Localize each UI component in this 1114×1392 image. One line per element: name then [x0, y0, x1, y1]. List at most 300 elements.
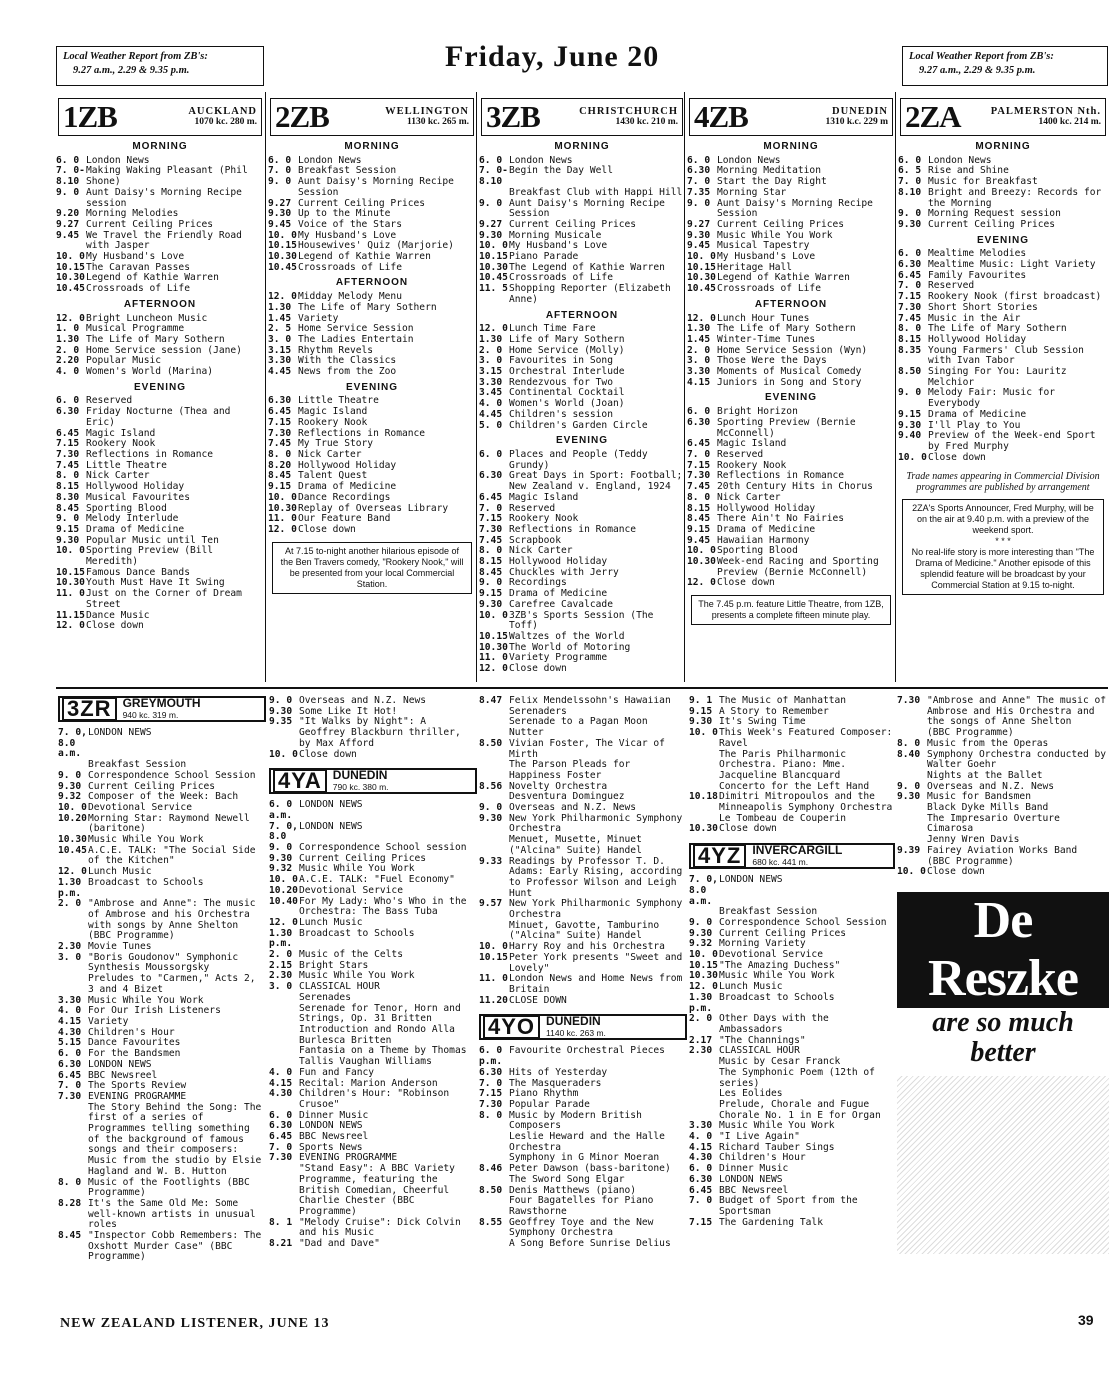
- program-title: Melody Interlude: [86, 513, 179, 525]
- program-title: Music by Cesar Franck: [719, 1056, 841, 1068]
- column-divider: [265, 92, 266, 682]
- program-title: Richard Tauber Sings: [719, 1141, 835, 1153]
- program-title: Music While You Work: [299, 863, 415, 875]
- program-time: 9.30: [898, 419, 922, 431]
- program-time: 9. 0: [268, 176, 292, 188]
- program-time: 3. 0: [687, 355, 711, 367]
- program-time: 9. 0: [58, 769, 82, 781]
- program-time: 9. 1: [689, 696, 713, 706]
- program-time: 9.39: [897, 844, 921, 856]
- program-item: [479, 1196, 687, 1217]
- program-title: Close down: [927, 866, 985, 878]
- ad-brand-logo: De Reszke: [897, 892, 1109, 1008]
- program-item: [56, 589, 264, 610]
- program-item: [268, 418, 476, 429]
- station-header: [689, 843, 895, 869]
- program-item: [687, 284, 895, 295]
- program-time: 9.40: [898, 430, 922, 442]
- program-title: Serenades: [299, 991, 351, 1003]
- program-title: Current Ceiling Prices: [717, 218, 845, 230]
- program-title: LONDON NEWS: [719, 1173, 783, 1185]
- program-title: Musical Tapestry: [717, 240, 810, 252]
- program-time: 9.30: [58, 780, 82, 792]
- program-time: 2. 0: [56, 344, 80, 356]
- program-time: 9.30: [479, 598, 503, 610]
- program-time: 6. 0: [58, 1048, 82, 1060]
- program-title: The Sword Song Elgar: [509, 1173, 625, 1185]
- program-item: [269, 1164, 477, 1218]
- program-time: 7.35: [687, 186, 711, 198]
- program-item: [269, 1068, 477, 1079]
- program-time: 9.45: [56, 229, 80, 241]
- program-time: 1.30 p.m.: [58, 876, 82, 899]
- program-title: LONDON NEWS: [299, 799, 363, 811]
- program-title: The Impresario Overture Cimarosa: [927, 812, 1060, 835]
- program-item: [479, 421, 685, 432]
- station-header: [58, 696, 266, 722]
- program-item: [687, 199, 895, 220]
- program-item: [897, 846, 1109, 857]
- program-time: 1.30 p.m.: [269, 927, 293, 950]
- program-title: Lunch Hour Tunes: [717, 312, 810, 324]
- program-time: 8.15: [56, 481, 80, 493]
- program-title: Rendezvous for Two: [509, 376, 613, 388]
- program-time: 7.30: [897, 696, 921, 706]
- program-item: [269, 822, 477, 843]
- program-item: [479, 760, 687, 781]
- program-title: Movie Tunes: [88, 941, 152, 953]
- program-title: Lunch Music: [88, 866, 152, 878]
- program-title: Desventura Dominguez: [509, 791, 625, 803]
- program-title: Legend of Kathie Warren: [717, 272, 850, 284]
- program-time: 8.15: [687, 502, 711, 514]
- program-title: BBC Newsreel: [299, 1131, 369, 1143]
- program-item: [479, 166, 685, 187]
- program-item: [689, 1014, 895, 1035]
- program-title: Reserved: [86, 395, 133, 407]
- program-title: The Sports Review: [88, 1080, 187, 1092]
- program-time: 10. 0: [897, 866, 926, 878]
- program-time: 6. 0: [898, 154, 922, 166]
- program-time: 7.45: [687, 481, 711, 493]
- program-title: Sporting Preview (Bernie McConnell): [717, 416, 856, 439]
- program-time: 12. 0: [479, 323, 508, 335]
- station-header: [270, 98, 474, 136]
- program-time: 12. 0: [56, 312, 85, 324]
- station-city: DUNEDIN: [332, 768, 388, 783]
- program-title: Voice of the Stars: [298, 218, 402, 230]
- program-title: Jenny Wren Davis: [927, 834, 1020, 846]
- program-title: Home Service session (Jane): [86, 344, 242, 356]
- station-call-sign: 2ZA: [905, 99, 961, 134]
- program-time: 10. 0: [58, 801, 87, 813]
- program-title: Housewives' Quiz (Marjorie): [298, 240, 454, 252]
- program-item: [689, 993, 895, 1014]
- program-time: 6.45: [479, 491, 503, 503]
- program-item: [56, 546, 264, 567]
- program-item: [689, 728, 895, 749]
- program-title: Rookery Nook: [298, 416, 368, 428]
- program-title: Shopping Reporter (Elizabeth Anne): [509, 283, 671, 305]
- program-title: Children's Garden Circle: [509, 419, 648, 431]
- program-item: [58, 814, 266, 835]
- program-title: Current Ceiling Prices: [86, 218, 214, 230]
- program-title: My True Story: [298, 438, 374, 450]
- program-title: Prelude, Chorale and Fugue: [719, 1098, 870, 1110]
- station-frequency: 940 kc. 319 m.: [122, 710, 179, 720]
- program-item: [56, 231, 264, 252]
- program-title: Close down: [717, 577, 775, 589]
- program-title: Hollywood Holiday: [509, 556, 608, 568]
- program-item: [687, 557, 895, 578]
- program-item: [479, 953, 687, 974]
- program-item: [898, 346, 1108, 367]
- program-title: Devotional Service: [719, 949, 823, 961]
- program-item: [687, 188, 895, 199]
- program-time: 10.20: [269, 884, 298, 896]
- program-time: 8.45: [479, 566, 503, 578]
- program-title: Magic Island: [86, 427, 156, 439]
- program-title: Vivian Foster, The Vicar of Mirth: [509, 737, 665, 760]
- section-heading-evening: EVENING: [555, 435, 608, 447]
- program-time: 9.30: [479, 229, 503, 241]
- program-time: 8.40: [897, 748, 921, 760]
- program-time: 10.40: [269, 895, 298, 907]
- program-title: Orchestral Interlude: [509, 366, 625, 378]
- program-time: 8.35: [898, 344, 922, 356]
- program-time: 9.32: [58, 791, 82, 803]
- station-header: [269, 768, 477, 794]
- station-city: DUNEDIN: [546, 1014, 601, 1029]
- program-item: [898, 410, 1108, 421]
- program-title: LONDON NEWS: [88, 1058, 152, 1070]
- program-time: 8.45: [56, 502, 80, 514]
- program-time: 6.30: [689, 1173, 713, 1185]
- program-time: 6. 0: [687, 406, 711, 418]
- program-title: EVENING PROGRAMME: [88, 1090, 187, 1102]
- program-time: 7.15: [268, 416, 292, 428]
- program-time: 10. 0: [687, 545, 716, 557]
- program-title: We Travel the Friendly Road with Jasper: [86, 229, 242, 252]
- program-item: [268, 177, 476, 198]
- program-item: [269, 1089, 477, 1110]
- program-title: Lunch Time Fare: [509, 323, 596, 335]
- program-time: 7. 0: [479, 1077, 503, 1089]
- program-item: [269, 717, 477, 749]
- program-title: London News: [928, 154, 992, 166]
- program-title: Children's session: [509, 408, 613, 420]
- program-title: "Stand Easy": A BBC Variety Programme, featuring the British Comedian, Cheerful Charlie Chester (BBC Programme): [299, 1163, 455, 1217]
- program-title: Continental Cocktail: [509, 387, 625, 399]
- program-title: Hits of Yesterday: [509, 1066, 608, 1078]
- program-title: LONDON NEWS: [88, 727, 152, 738]
- program-title: This Week's Featured Composer: Ravel: [719, 727, 893, 749]
- program-title: Music in the Air: [928, 312, 1021, 324]
- station-meta: [188, 106, 257, 128]
- station-meta: [333, 769, 389, 793]
- station-column: [689, 696, 895, 1310]
- program-title: Rookery Nook: [86, 438, 156, 450]
- program-time: 10. 0: [479, 240, 508, 252]
- program-title: Music While You Work: [299, 970, 415, 982]
- program-item: [58, 1060, 266, 1071]
- program-time: 6.30: [56, 406, 80, 418]
- program-time: 6. 0: [56, 154, 80, 166]
- program-title: Peter York presents "Sweet and Lovely": [509, 951, 683, 974]
- program-time: 9.15: [898, 408, 922, 420]
- program-title: "Ambrose and Anne" The music of Ambrose and His Orchestra and the songs of Anne Shelton: [927, 696, 1107, 728]
- program-title: The Life of Mary Sothern: [717, 323, 856, 335]
- program-title: Bright and Breezy: Records for the Morning: [928, 186, 1102, 209]
- station-column: [269, 696, 477, 1310]
- program-title: A Song Before Sunrise Delius: [509, 1238, 671, 1250]
- program-time: [479, 717, 509, 738]
- program-time: 8. 0: [897, 737, 921, 749]
- program-time: 9. 0: [689, 916, 713, 928]
- station-column: [479, 98, 685, 682]
- program-title: Leslie Heward and the Halle Orchestra: [509, 1131, 665, 1153]
- program-time: 1.45: [268, 312, 292, 324]
- program-time: 10.30: [689, 970, 718, 982]
- program-time: 11. 0: [479, 973, 508, 985]
- station-freq: 1310 k.c.: [825, 117, 862, 127]
- program-title: Aunt Daisy's Morning Recipe session: [86, 186, 242, 209]
- weather-line: Local Weather Report from ZB's:: [63, 51, 208, 62]
- section-heading-morning: MORNING: [554, 141, 610, 152]
- program-title: Our Feature Band: [298, 513, 391, 525]
- station-wavelength: 229 m: [863, 117, 888, 127]
- station-wavelength: 280 m.: [230, 117, 257, 127]
- program-title: The Story Behind the Song: The first of a series of Programmes telling something of the background of famous songs and their composers: Music from the studio by Elsie Hagland and W. B. Hutton: [88, 1101, 262, 1177]
- program-title: Recital: Marion Anderson: [299, 1077, 438, 1089]
- program-title: CLASSICAL HOUR: [299, 981, 380, 993]
- program-time: 11. 5: [479, 283, 508, 295]
- program-time: 8. 0: [687, 491, 711, 503]
- program-title: Le Tombeau de Couperin: [719, 812, 847, 824]
- program-item: [479, 1111, 687, 1132]
- station-city: INVERCARGILL: [752, 843, 843, 858]
- program-title: Bright Luncheon Music: [86, 312, 208, 324]
- program-title: A.C.E. TALK: "The Social Side of the Kitchen": [88, 844, 256, 867]
- program-title: Favourite Orchestral Pieces: [509, 1045, 665, 1057]
- program-title: Sporting Preview (Bill Meredith): [86, 545, 214, 568]
- program-item: [479, 814, 687, 835]
- program-item: [268, 263, 476, 274]
- program-time: 10. 0: [479, 941, 508, 953]
- ad-slogan: better: [970, 1036, 1036, 1068]
- station-column: [687, 98, 895, 682]
- program-time: 4.15: [269, 1077, 293, 1089]
- weather-line: Local Weather Report from ZB's:: [909, 51, 1054, 62]
- program-title: Nick Carter: [509, 545, 573, 557]
- program-title: Music by Modern British Composers: [509, 1109, 642, 1132]
- program-time: 9.27: [687, 218, 711, 230]
- program-item: [56, 367, 264, 378]
- program-title: Budget of Sport from the Sportsman: [719, 1195, 858, 1217]
- program-title: For My Lady: Who's Who in the Orchestra: The Bass Tuba: [299, 895, 467, 918]
- program-title: Nick Carter: [86, 470, 150, 482]
- program-time: 7. 0: [687, 176, 711, 188]
- program-time: 9. 0: [479, 802, 503, 814]
- program-title: Reflections in Romance: [298, 427, 426, 439]
- program-item: [479, 600, 685, 611]
- station-call-sign: 4ZB: [694, 99, 748, 134]
- program-time: 10.30: [268, 502, 297, 514]
- program-title: Chuckles with Jerry: [509, 566, 619, 578]
- station-call-sign: 1ZB: [63, 99, 117, 134]
- station-call-sign: 3ZR: [62, 697, 117, 721]
- program-title: Popular Music until Ten: [86, 534, 219, 546]
- program-time: 9. 0: [897, 780, 921, 792]
- program-title: Those Were the Days: [717, 355, 827, 367]
- program-title: Current Ceiling Prices: [719, 927, 847, 939]
- program-item: [56, 493, 264, 504]
- station-frequency: [825, 117, 888, 128]
- program-time: 4.30: [58, 1026, 82, 1038]
- program-time: 1.30: [479, 333, 503, 345]
- program-title: Legend of Kathie Warren: [86, 272, 219, 284]
- feature-note: The 7.45 p.m. feature Little Theatre, from 1ZB, presents a complete fifteen minute play.: [691, 595, 891, 625]
- program-time: 2.15: [269, 959, 293, 971]
- program-time: 8.20: [268, 459, 292, 471]
- program-title: Hawaiian Harmony: [717, 534, 810, 546]
- program-time: 1.30: [268, 301, 292, 313]
- program-title: A Story to Remember: [719, 705, 829, 717]
- program-title: Morning Star: Raymond Newell (baritone): [88, 812, 250, 835]
- program-item: [479, 525, 685, 536]
- program-time: 8.50: [479, 1184, 503, 1196]
- program-time: 9.45: [687, 240, 711, 252]
- program-time: [897, 803, 927, 814]
- station-call-sign: 2ZB: [275, 99, 329, 134]
- program-time: 1.45: [687, 333, 711, 345]
- program-title: Broadcast to Schools: [719, 991, 835, 1003]
- program-time: 6.30: [58, 1058, 82, 1070]
- program-title: Music While You Work: [717, 229, 833, 241]
- column-divider: [895, 92, 896, 682]
- program-title: Bright Horizon: [717, 406, 798, 418]
- program-item: [479, 410, 685, 421]
- program-item: [898, 431, 1108, 452]
- program-title: 20th Century Hits in Chorus: [717, 481, 873, 493]
- program-time: 3. 0: [58, 951, 82, 963]
- program-title: Children's Hour: [88, 1026, 175, 1038]
- program-title: Fantasia on a Theme by Thomas Tallis Vaughan Williams: [299, 1045, 467, 1068]
- program-time: [269, 1004, 299, 1025]
- program-time: 10.30: [479, 641, 508, 653]
- program-time: 10.20: [58, 812, 87, 824]
- program-time: 6. 0 p.m.: [479, 1045, 503, 1068]
- program-title: Children's Hour: [719, 1152, 806, 1164]
- program-time: 3.15: [268, 344, 292, 356]
- program-title: Mealtime Music: Light Variety: [928, 259, 1096, 271]
- program-title: Legend of Kathie Warren: [298, 251, 431, 263]
- program-title: Reflections in Romance: [86, 448, 214, 460]
- program-time: 12. 0: [687, 577, 716, 589]
- program-title: Home Service Session (Wyn): [717, 344, 868, 356]
- program-time: 6.45: [898, 269, 922, 281]
- program-title: Readings by Professor T. D. Adams: Early Rising, according to Professor Wilson and Leigh Hunt: [509, 855, 683, 899]
- station-header: [479, 1014, 687, 1040]
- program-time: 12. 0: [268, 291, 297, 303]
- program-time: 7.30: [58, 1090, 82, 1102]
- program-time: 7.30: [269, 1152, 293, 1164]
- program-time: 9.27: [56, 218, 80, 230]
- program-title: Overseas and N.Z. News: [927, 780, 1055, 792]
- program-title: The Music of Manhattan: [719, 696, 847, 706]
- program-time: 2. 0: [479, 344, 503, 356]
- program-title: CLASSICAL HOUR: [719, 1045, 800, 1057]
- program-time: 4.15: [687, 376, 711, 388]
- program-title: Sporting Blood: [86, 502, 167, 514]
- program-time: [58, 974, 88, 995]
- program-title: Harry Roy and his Orchestra: [509, 941, 665, 953]
- program-title: Moments of Musical Comedy: [717, 366, 862, 378]
- program-title: Overseas and N.Z. News: [509, 802, 637, 814]
- program-title: Music of the Celts: [299, 949, 403, 961]
- program-title: Black Dyke Mills Band: [927, 802, 1049, 814]
- program-title: Drama of Medicine: [509, 588, 608, 600]
- program-title: Geoffrey Toye and the New Symphony Orchestra: [509, 1216, 654, 1239]
- program-time: 2. 0: [689, 1013, 713, 1025]
- program-time: 6.45: [687, 438, 711, 450]
- program-time: 9.15: [689, 705, 713, 717]
- program-title: Famous Dance Bands: [86, 566, 190, 578]
- program-item: [269, 1046, 477, 1067]
- program-time: 7.15: [687, 459, 711, 471]
- program-time: 6.45: [269, 1131, 293, 1143]
- program-time: [479, 188, 509, 199]
- program-time: 10.15: [479, 251, 508, 263]
- program-title: Close down: [509, 663, 567, 675]
- page-number: 39: [1078, 1312, 1094, 1328]
- program-title: BBC Newsreel: [719, 1184, 789, 1196]
- program-title: The Caravan Passes: [86, 261, 190, 273]
- section-heading-evening: EVENING: [345, 381, 398, 393]
- program-title: Variety: [298, 312, 339, 324]
- program-title: Correspondence School Session: [88, 769, 256, 781]
- program-title: Lunch Music: [299, 916, 363, 928]
- program-title: "It Walks by Night": A Geoffrey Blackburn thriller, by Max Afford: [299, 716, 461, 749]
- program-time: 3.30: [268, 355, 292, 367]
- program-title: Youth Must Have It Swing: [86, 577, 225, 589]
- program-title: "The Amazing Duchess": [719, 959, 841, 971]
- program-time: 7.30: [268, 427, 292, 439]
- program-title: Rookery Nook: [717, 459, 787, 471]
- program-time: [689, 1068, 719, 1089]
- program-title: Breakfast Session: [719, 906, 818, 918]
- program-time: 10.30: [58, 834, 87, 846]
- program-title: Children's Hour: "Robinson Crusoe": [299, 1088, 450, 1110]
- program-item: [58, 771, 266, 782]
- note-text: No real-life story is more interesting than "The Drama of Medicine." Another episode of this splendid feature will be broadcast by your Commercial Station at 9.15 to-night.: [911, 547, 1095, 591]
- program-title: The Life of Mary Sothern: [86, 333, 225, 345]
- program-title: London News: [509, 154, 573, 166]
- program-item: [689, 1196, 895, 1217]
- program-title: Musical Programme: [86, 323, 185, 335]
- program-item: [58, 1199, 266, 1231]
- program-title: Fairey Aviation Works Band: [927, 844, 1078, 856]
- program-time: 10. 0: [687, 251, 716, 263]
- program-time: 10.45: [479, 272, 508, 284]
- program-item: [689, 1218, 895, 1229]
- program-title: Sports News: [299, 1141, 363, 1153]
- program-title: My Husband's Love: [86, 251, 185, 263]
- program-time: 6.45: [58, 1069, 82, 1081]
- program-title: Mealtime Melodies: [928, 248, 1027, 260]
- program-time: 6. 0: [479, 154, 503, 166]
- program-title: Making Waking Pleasant (Phil Shone): [86, 165, 248, 188]
